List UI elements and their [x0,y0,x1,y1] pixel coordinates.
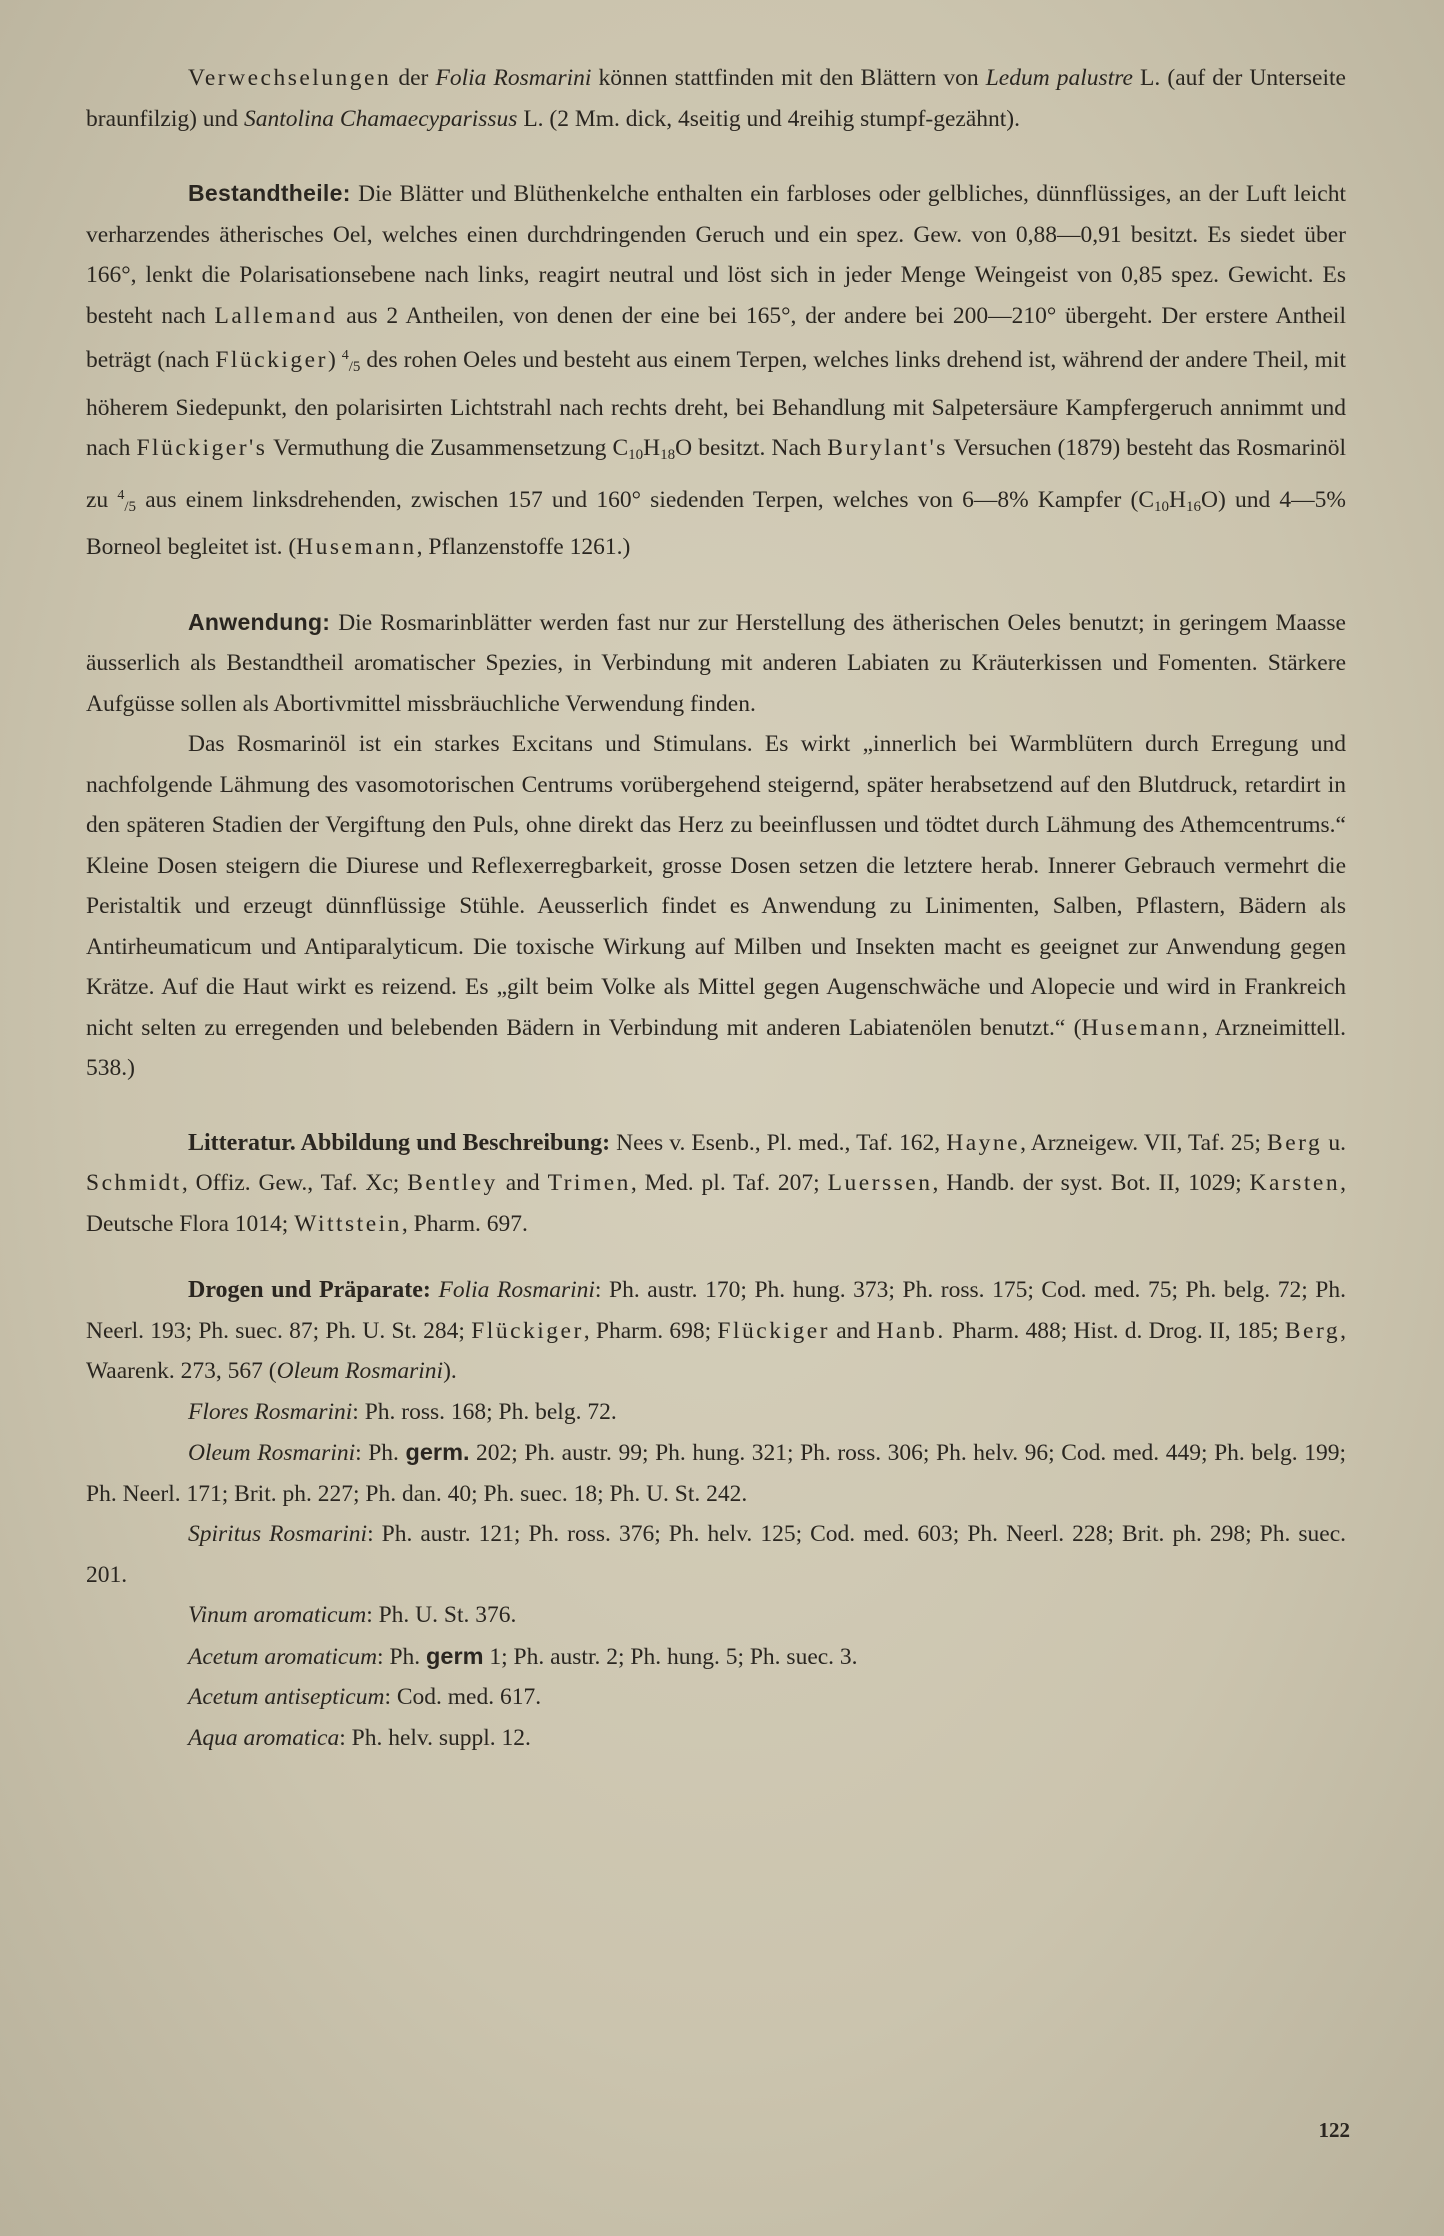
section-heading: Anwendung: [188,608,331,635]
list-item: Aqua aromatica: Ph. helv. suppl. 12. [188,1724,531,1751]
list-item: Flores Rosmarini: Ph. ross. 168; Ph. belg. 72. [188,1398,617,1425]
litteratur-section: Litteratur. Abbildung und Beschreibung: Nees v. Esenb., Pl. med., Taf. 162, Hayne, Arzneigew. VII, Taf. 25; Berg u. Schmidt, Offiz. Gew., Taf. Xc; Bentley and Trimen, Med. pl. Taf. 207; Luerssen, Handb. der syst. Bot. II, 1029; Karsten, Deutsche Flora 1014; Wittstein, Pharm. 697. [86,1129,1346,1237]
bestandtheile-section: Bestandtheile: Die Blätter und Blüthenkelche enthalten ein farbloses oder gelbliches, dünnflüssiges, an der Luft leicht verharzendes ätherisches Oel, welches einen durchdringenden Geruch und ein spez. Gew. von 0,88—0,91 besitzt. Es siedet über 166°, lenkt die Polarisationsebene nach links, reagirt neutral und löst sich in jeder Menge Weingeist von 0,85 spez. Gewicht. Es besteht nach Lallemand aus 2 Antheilen, von denen der eine bei 165°, der andere bei 200—210° übergeht. Der erstere Antheil beträgt (nach Flückiger) $^4_{/5}$ des rohen Oeles und besteht aus einem Terpen, welches links drehend ist, während der andere Theil, mit höherem Siedepunkt, den polarisirten Lichtstrahl nach rechts dreht, bei Behandlung mit Salpetersäure Kampfergeruch annimmt und nach Flückiger's Vermuthung die Zusammensetzung $C_{10}H_{18}O$ besitzt. Nach Burylant's Versuchen (1879) besteht das Rosmarinöl zu $^4_{/5}$ aus einem linksdrehenden, zwischen 157 und 160° siedenden Terpen, welches von 6—8% Kampfer $(C_{10}H_{16}O)$ und 4—5% Borneol begleitet ist. (Husemann, Pflanzenstoffe 1261.) [86,180,1347,560]
drogen-section: Drogen und Präparate: Folia Rosmarini: Ph. austr. 170; Ph. hung. 373; Ph. ross. 175; Cod. med. 75; Ph. belg. 72; Ph. Neerl. 193; Ph. suec. 87; Ph. U. St. 284; Flückiger, Pharm. 698; Flückiger and Hanb. Pharm. 488; Hist. d. Drog. II, 185; Berg, Waarenk. 273, 567 (Oleum Rosmarini). Flores Rosmarini: Ph. ross. 168; Ph. belg. 72. Oleum Rosmarini: Ph. germ. 202; Ph. austr. 99; Ph. hung. 321; Ph. ross. 306; Ph. helv. 96; Cod. med. 449; Ph. belg. 199; Ph. Neerl. 171; Brit. ph. 227; Ph. dan. 40; Ph. suec. 18; Ph. U. St. 242. Spiritus Rosmarini: Ph. austr. 121; Ph. ross. 376; Ph. helv. 125; Cod. med. 603; Ph. Neerl. 228; Brit. ph. 298; Ph. suec. 201. Vinum aromaticum: Ph. U. St. 376. Acetum aromaticum: Ph. germ 1; Ph. austr. 2; Ph. hung. 5; Ph. suec. 3. Acetum antisepticum: Cod. med. 617. Aqua aromatica: Ph. helv. suppl. 12. [86,1270,1346,1758]
intro-paragraph: Verwechselungen der Folia Rosmarini können stattfinden mit den Blättern von Ledum palustre L. (auf der Unterseite braunfilzig) und Santolina Chamaecyparissus L. (2 Mm. dick, 4seitig und 4reihig stumpf-gezähnt). [86,65,1346,132]
section-heading: Litteratur. Abbildung und Beschreibung: [188,1129,611,1156]
anwendung-section: Anwendung: Die Rosmarinblätter werden fast nur zur Herstellung des ätherischen Oeles benutzt; in geringem Maasse äusserlich als Bestandtheil aromatischer Spezies, in Verbindung mit anderen Labiaten zu Kräuterkissen und Fomenten. Stärkere Aufgüsse sollen als Abortivmittel missbräuchliche Verwendung finden. Das Rosmarinöl ist ein starkes Excitans und Stimulans. Es wirkt „innerlich bei Warmblütern durch Erregung und nachfolgende Lähmung des vasomotorischen Centrums vorübergehend steigernd, später herabsetzend auf den Blutdruck, retardirt in den späteren Stadien der Vergiftung den Puls, ohne direkt das Herz zu beeinflussen und tödtet durch Lähmung des Athemcentrums.“ Kleine Dosen steigern die Diurese und Reflexerregbarkeit, grosse Dosen setzen die letztere herab. Innerer Gebrauch vermehrt die Peristaltik und erzeugt dünnflüssige Stühle. Aeusserlich findet es Anwendung zu Linimenten, Salben, Pflastern, Bädern als Antirheumaticum und Antiparalyticum. Die toxische Wirkung auf Milben und Insekten macht es geeignet zur Anwendung gegen Krätze. Auf die Haut wirkt es reizend. Es „gilt beim Volke als Mittel gegen Augenschwäche und Alopecie und wird in Frankreich nicht selten zu erregenden und belebenden Bädern in Verbindung mit anderen Labiatenölen benutzt.“ (Husemann, Arzneimittell. 538.) [86,608,1346,1081]
section-heading: Drogen und Präparate: [188,1277,431,1303]
list-item: Oleum Rosmarini: Ph. germ. 202; Ph. austr. 99; Ph. hung. 321; Ph. ross. 306; Ph. helv. 96; Cod. med. 449; Ph. belg. 199; Ph. Neerl. 171; Brit. ph. 227; Ph. dan. 40; Ph. suec. 18; Ph. U. St. 242. [86,1439,1347,1507]
page-number: 122 [1318,2118,1350,2142]
section-heading: Bestandtheile: [188,180,351,206]
list-item: Vinum aromaticum: Ph. U. St. 376. [188,1602,517,1628]
list-item: Acetum antisepticum: Cod. med. 617. [188,1684,542,1710]
list-item: Acetum aromaticum: Ph. germ 1; Ph. austr. 2; Ph. hung. 5; Ph. suec. 3. [188,1642,858,1670]
list-item: Spiritus Rosmarini: Ph. austr. 121; Ph. ross. 376; Ph. helv. 125; Cod. med. 603; Ph. Neerl. 228; Brit. ph. 298; Ph. suec. 201. [86,1521,1346,1588]
